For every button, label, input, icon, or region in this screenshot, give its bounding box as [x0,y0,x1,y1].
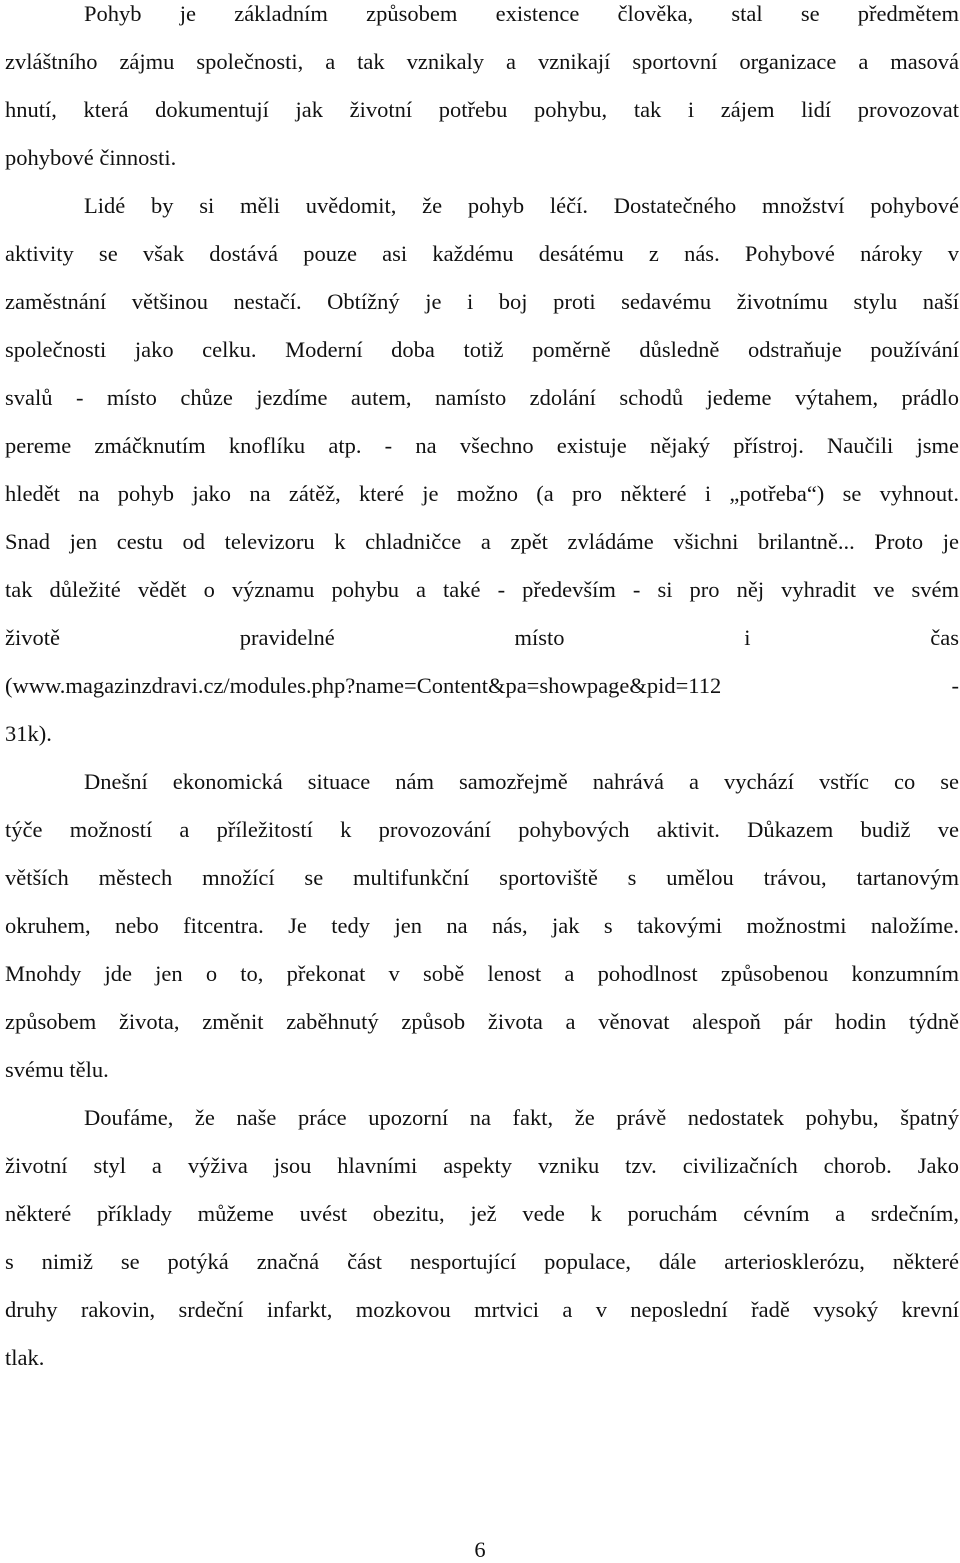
text-line: zvláštního zájmu společnosti, a tak vznikaly a vznikají sportovní organizace a masová [5,49,959,74]
text-line: Doufáme, že naše práce upozorní na fakt, že právě nedostatek pohybu, špatný [84,1105,959,1130]
text-line: některé příklady můžeme uvést obezitu, jež vede k poruchám cévním a srdečním, [5,1201,959,1226]
text-line: hledět na pohyb jako na zátěž, které je možno (a pro některé i „potřeba“) se vyhnout. [5,481,959,506]
text-line: zaměstnání většinou nestačí. Obtížný je i boj proti sedavému životnímu stylu naší [5,289,959,314]
text-line: hnutí, která dokumentují jak životní potřebu pohybu, tak i zájem lidí provozovat [5,97,959,122]
text-line: (www.magazinzdravi.cz/modules.php?name=Content&pa=showpage&pid=112 - [5,673,959,698]
text-line: Snad jen cestu od televizoru k chladničce a zpět zvládáme všichni brilantně... Proto je [5,529,959,554]
text-line: pereme zmáčknutím knoflíku atp. - na všechno existuje nějaký přístroj. Naučili jsme [5,433,959,458]
text-line: životě pravidelné místo i čas [5,625,959,650]
text-line: týče možností a příležitostí k provozování pohybových aktivit. Důkazem budiž ve [5,817,959,842]
text-line: 31k). [5,721,52,746]
text-line: větších městech množící se multifunkční sportoviště s umělou trávou, tartanovým [5,865,959,890]
text-line: Pohyb je základním způsobem existence člověka, stal se předmětem [84,1,959,26]
text-line: aktivity se však dostává pouze asi každému desátému z nás. Pohybové nároky v [5,241,959,266]
text-line: okruhem, nebo fitcentra. Je tedy jen na nás, jak s takovými možnostmi naložíme. [5,913,959,938]
text-line: svalů - místo chůze jezdíme autem, namísto zdolání schodů jedeme výtahem, prádlo [5,385,959,410]
body-text [5,0,959,1392]
text-line: Mnohdy jde jen o to, překonat v sobě lenost a pohodlnost způsobenou konzumním [5,961,959,986]
text-line: Lidé by si měli uvědomit, že pohyb léčí. Dostatečného množství pohybové [84,193,959,218]
text-line: společnosti jako celku. Moderní doba totiž poměrně důsledně odstraňuje používání [5,337,959,362]
text-line: Dnešní ekonomická situace nám samozřejmě nahrává a vychází vstříc co se [84,769,959,794]
text-line: tlak. [5,1345,45,1370]
text-line: tak důležité vědět o významu pohybu a také - především - si pro něj vyhradit ve svém [5,577,959,602]
text-line: s nimiž se potýká značná část nesportující populace, dále arteriosklerózu, některé [5,1249,959,1274]
text-line: druhy rakovin, srdeční infarkt, mozkovou mrtvici a v neposlední řadě vysoký krevní [5,1297,959,1322]
text-line: svému tělu. [5,1057,109,1082]
page-number: 6 [474,1537,486,1562]
text-line: životní styl a výživa jsou hlavními aspekty vzniku tzv. civilizačních chorob. Jako [5,1153,959,1178]
text-line: způsobem života, změnit zaběhnutý způsob života a věnovat alespoň pár hodin týdně [5,1009,959,1034]
text-line: pohybové činnosti. [5,145,177,170]
